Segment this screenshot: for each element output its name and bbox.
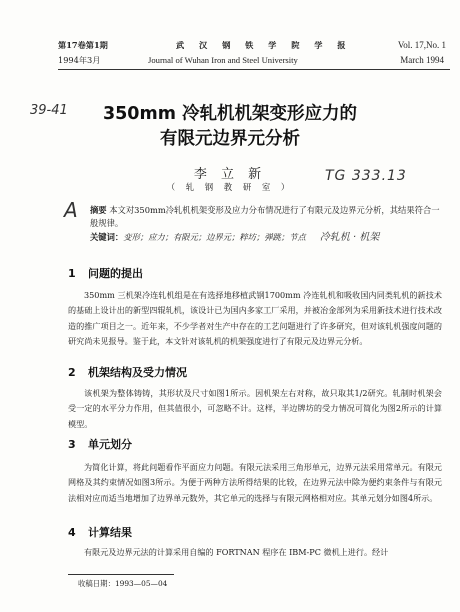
paragraph-text: 为简化计算，将此问题看作平面应力问题。有限元法采用三角形单元，边界元法采用常单元。有限元网格及其约束情况如图3所示。为便于两种方法所得结果的比较，在边界元法中除为便约束条件与有限元法相对应而适当地增加了边界单元数外，其它单元的选择与有限元网格相对应。其单元划分如图4所示。 (68, 462, 442, 503)
handwritten-page-ref: 39-41 (30, 103, 68, 118)
volume-issue-en: Vol. 17,No. 1 (397, 40, 446, 50)
issue-date-en: March 1994 (400, 55, 444, 65)
paper-title-line1: 350mm 冷轧机机架变形应力的 (102, 104, 358, 124)
author-name: 李 立 新 (193, 167, 267, 182)
journal-name-en: Journal of Wuhan Iron and Steel University (148, 55, 298, 65)
paper-title-line2: 有限元边界元分析 (160, 129, 300, 149)
section-number: 4 (68, 526, 76, 539)
handwritten-class-no: TG 333.13 (325, 168, 407, 184)
section-heading-2 (68, 364, 187, 380)
handwritten-mark: A (64, 198, 78, 222)
section-title: 问题的提出 (88, 267, 143, 280)
journal-name-cn: 武 汉 钢 铁 学 院 学 报 (176, 40, 352, 50)
section-number: 3 (68, 438, 76, 451)
section-heading-1 (68, 265, 143, 281)
header-rule (58, 69, 450, 70)
issue-date-cn: 1994年3月 (58, 55, 101, 65)
section-title: 机架结构及受力情况 (88, 366, 187, 379)
keywords-text: 变形；应力；有限元；边界元；粹坊；弹跳；节点 (123, 232, 306, 242)
section-body-1 (68, 288, 442, 349)
section-title: 计算结果 (88, 526, 132, 539)
handwritten-keyword-note: 冷轧机 · 机架 (319, 232, 380, 243)
volume-issue: 第17卷第1期 (58, 40, 108, 50)
section-number: 1 (68, 267, 76, 280)
footnote-rule (68, 574, 174, 575)
abstract-label: 摘要 (90, 205, 107, 215)
keywords-label: 关键词： (90, 232, 124, 242)
section-heading-4 (68, 524, 132, 540)
abstract-text: 本文对350mm冷轧机机架变形及应力分布情况进行了有限元及边界元分析，其结果符合一般规律。 (90, 205, 440, 228)
paragraph-text: 350mm 三机架冷连轧机组是在有选择地移植武钢1700mm 冷连轧机和吸收国内同类轧机的新技术的基础上设计出的新型四辊轧机，该设计已为国内多家工厂采用，并被冶金部列为采用新技术进行技术改造的推广项目之一。近年来，不少学者对生产中存在的工艺问题进行了许多研究，但对该轧机强度问题的研究尚未见报导。鉴于此，本文针对该轧机的机架强度进行了有限元及边界元分析。 (68, 290, 442, 346)
section-body-2 (68, 386, 442, 432)
section-body-4 (68, 545, 442, 560)
paragraph-text: 有限元及边界元法的计算采用自编的 FORTNAN 程序在 IBM-PC 微机上进行。经计 (84, 547, 389, 557)
paragraph-text: 该机架为整体铸铸，其形状及尺寸如图1所示。因机架左右对称，故只取其1/2研究。轧制时机架会受一定的水平分力作用，但其值很小，可忽略不计。这样，半边牌坊的受力情况可简化为图2所示的计算模型。 (68, 388, 442, 429)
section-heading-3 (68, 436, 132, 452)
section-body-3 (68, 460, 442, 506)
section-number: 2 (68, 366, 76, 379)
received-date: 收稿日期：1993—05—04 (78, 579, 168, 588)
keywords (90, 231, 442, 244)
author-affiliation: （ 轧 钢 教 研 室 ） (166, 182, 294, 192)
section-title: 单元划分 (88, 438, 132, 451)
abstract (90, 204, 442, 230)
